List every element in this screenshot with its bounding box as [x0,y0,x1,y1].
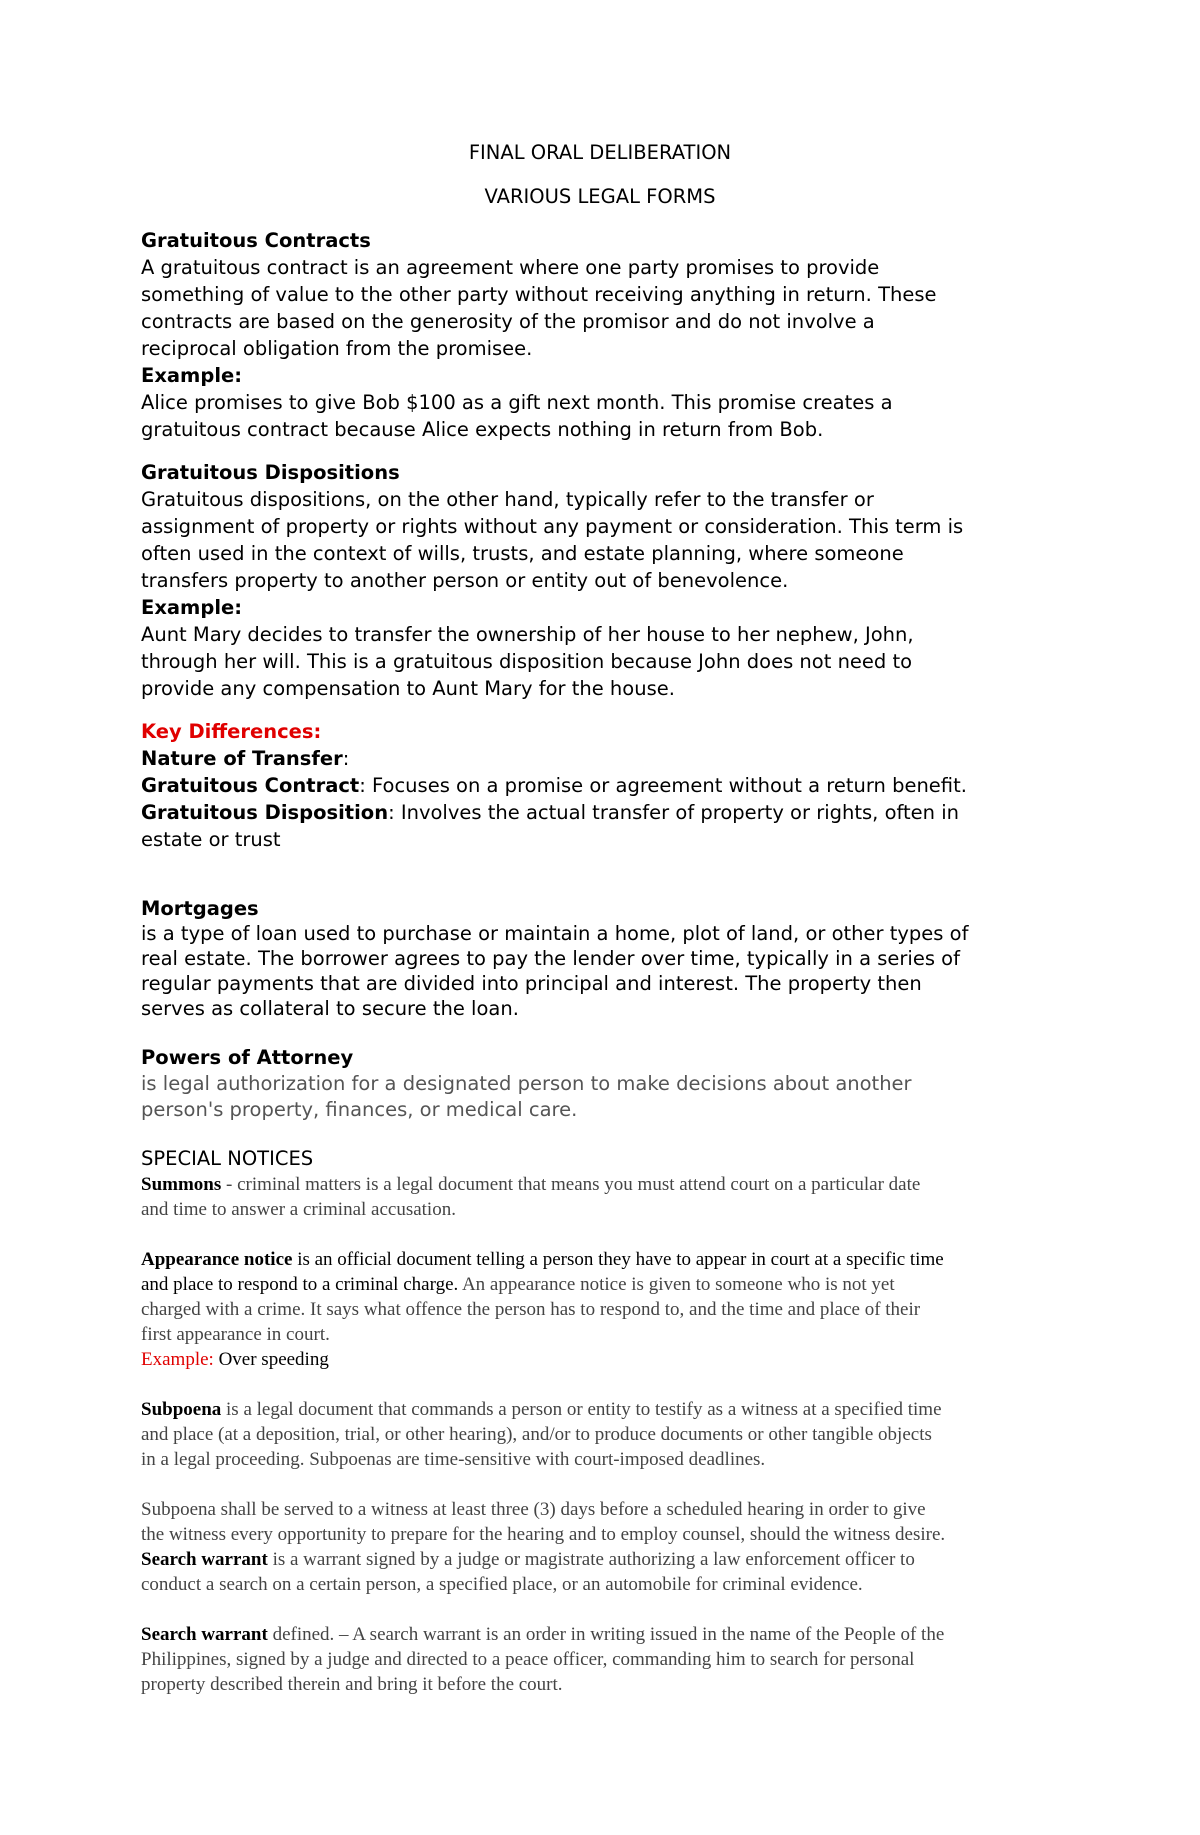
paragraph-line: estate or trust [141,828,281,851]
search-warrant-defined-line [141,1622,944,1647]
paragraph-line: gratuitous contract because Alice expects nothing in return from Bob. [141,418,824,441]
paragraph-line: person's property, finances, or medical care. [141,1098,578,1121]
paragraph-line: is a type of loan used to purchase or maintain a home, plot of land, or other types of [141,922,969,945]
summons-line [141,1172,920,1197]
document-subtitle: VARIOUS LEGAL FORMS [484,185,716,208]
section-heading-gratuitous-dispositions: Gratuitous Dispositions [141,461,400,484]
appearance-text-a: and place to respond to a criminal charge. [141,1274,459,1295]
subpoena-term: Subpoena [141,1399,222,1420]
disposition-difference-line [141,799,959,826]
appearance-notice-line-2 [141,1272,895,1297]
example-label: Example: [141,1349,214,1370]
nature-colon: : [342,747,350,770]
search-warrant-defined-term: Search warrant [141,1624,268,1645]
summons-term: Summons [141,1174,222,1195]
contract-text: : Focuses on a promise or agreement without a return benefit. [359,774,967,797]
disposition-label: Gratuitous Disposition [141,801,389,824]
paragraph-line: serves as collateral to secure the loan. [141,997,519,1020]
summons-text: - criminal matters is a legal document that means you must attend court on a particular date [221,1174,921,1195]
paragraph-line: the witness every opportunity to prepare for the hearing and to employ counsel, should the witness desire. [141,1524,946,1545]
example-label: Example: [141,364,243,387]
paragraph-line: something of value to the other party without receiving anything in return. These [141,283,937,306]
nature-of-transfer-line [141,745,349,772]
appearance-notice-line [141,1247,944,1272]
search-warrant-text: is a warrant signed by a judge or magistrate authorizing a law enforcement officer to [267,1549,915,1570]
paragraph-line: regular payments that are divided into principal and interest. The property then [141,972,922,995]
appearance-notice-term: Appearance notice [141,1249,293,1270]
search-warrant-defined-text: defined. – A search warrant is an order in writing issued in the name of the People of the [267,1624,945,1645]
appearance-notice-text: is an official document telling a person they have to appear in court at a specific time [292,1249,944,1270]
section-heading-powers-of-attorney: Powers of Attorney [141,1046,354,1069]
section-heading-special-notices: SPECIAL NOTICES [141,1147,314,1170]
paragraph-line: often used in the context of wills, trusts, and estate planning, where someone [141,542,904,565]
paragraph-line: property described therein and bring it before the court. [141,1674,563,1695]
example-text: Over speeding [213,1349,329,1370]
example-label: Example: [141,596,243,619]
contract-difference-line [141,772,967,799]
paragraph-line: transfers property to another person or entity out of benevolence. [141,569,789,592]
disposition-text: : Involves the actual transfer of property or rights, often in [388,801,960,824]
search-warrant-term: Search warrant [141,1549,268,1570]
subpoena-line [141,1397,942,1422]
paragraph-line: conduct a search on a certain person, a specified place, or an automobile for criminal evidence. [141,1574,863,1595]
paragraph-line: and time to answer a criminal accusation. [141,1199,456,1220]
paragraph-line: through her will. This is a gratuitous disposition because John does not need to [141,650,913,673]
search-warrant-line [141,1547,915,1572]
appearance-example-line [141,1347,329,1372]
paragraph-line: real estate. The borrower agrees to pay the lender over time, typically in a series of [141,947,960,970]
section-heading-gratuitous-contracts: Gratuitous Contracts [141,229,371,252]
paragraph-line: contracts are based on the generosity of the promisor and do not involve a [141,310,875,333]
key-differences-heading: Key Differences: [141,720,322,743]
paragraph-line: reciprocal obligation from the promisee. [141,337,533,360]
paragraph-line: Alice promises to give Bob $100 as a gift next month. This promise creates a [141,391,893,414]
paragraph-line: is legal authorization for a designated person to make decisions about another [141,1072,912,1095]
contract-label: Gratuitous Contract [141,774,360,797]
paragraph-line: and place (at a deposition, trial, or other hearing), and/or to produce documents or other tangible objects [141,1424,932,1445]
subpoena-text: is a legal document that commands a person or entity to testify as a witness at a specified time [221,1399,942,1420]
paragraph-line: charged with a crime. It says what offence the person has to respond to, and the time and place of their [141,1299,921,1320]
nature-of-transfer-label: Nature of Transfer [141,747,343,770]
paragraph-line: Subpoena shall be served to a witness at least three (3) days before a scheduled hearing in order to give [141,1499,926,1520]
paragraph-line: first appearance in court. [141,1324,330,1345]
paragraph-line: Philippines, signed by a judge and directed to a peace officer, commanding him to search for personal [141,1649,915,1670]
paragraph-line: Aunt Mary decides to transfer the ownership of her house to her nephew, John, [141,623,914,646]
paragraph-line: in a legal proceeding. Subpoenas are time-sensitive with court-imposed deadlines. [141,1449,766,1470]
section-heading-mortgages: Mortgages [141,897,259,920]
paragraph-line: Gratuitous dispositions, on the other hand, typically refer to the transfer or [141,488,874,511]
paragraph-line: assignment of property or rights without any payment or consideration. This term is [141,515,964,538]
document-title: FINAL ORAL DELIBERATION [468,141,732,164]
appearance-text-b: An appearance notice is given to someone who is not yet [458,1274,895,1295]
paragraph-line: provide any compensation to Aunt Mary for the house. [141,677,675,700]
paragraph-line: A gratuitous contract is an agreement where one party promises to provide [141,256,880,279]
